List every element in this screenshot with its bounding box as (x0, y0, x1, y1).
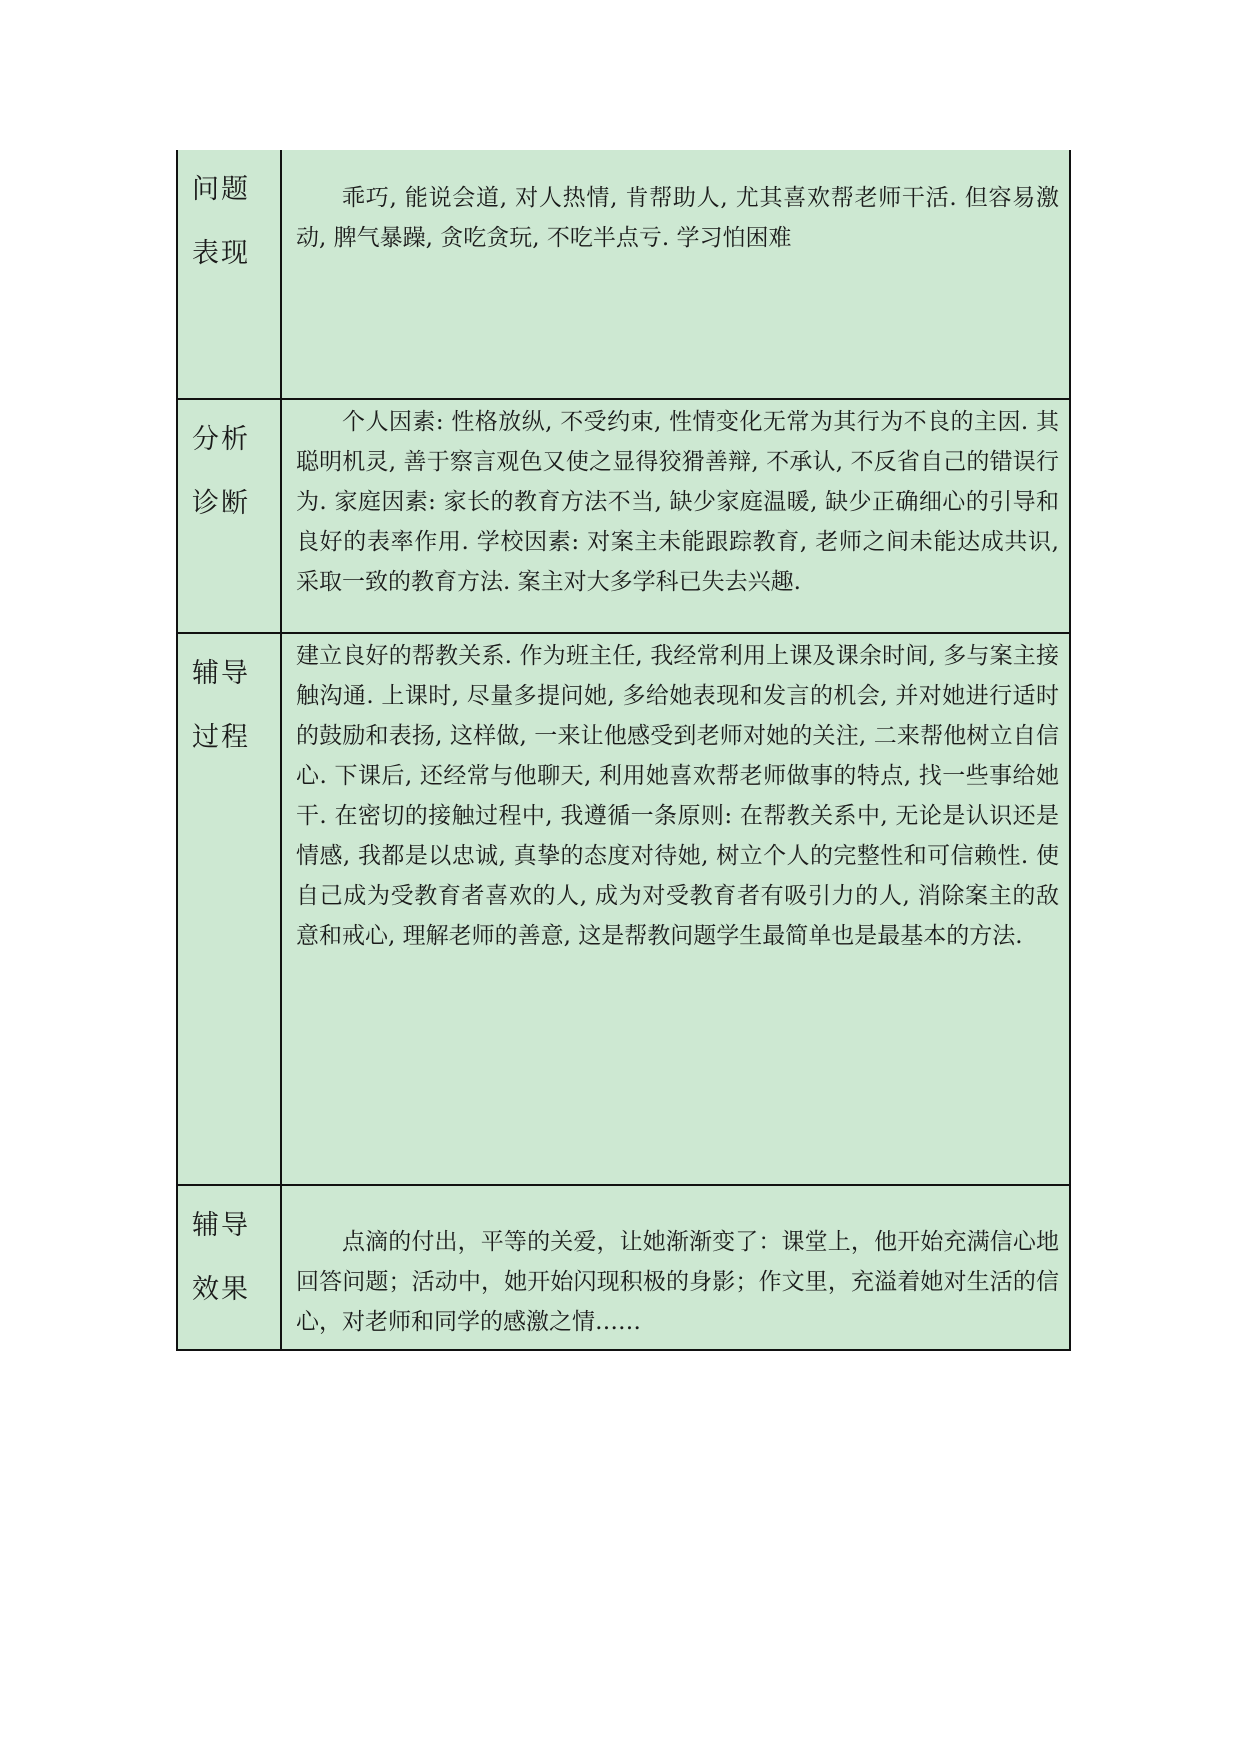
content-cell (281, 633, 1070, 1185)
table-row-result (177, 1185, 1070, 1350)
row-content: 乖巧, 能说会道, 对人热情, 肯帮助人, 尤其喜欢帮老师干活. 但容易激动, 脾气暴躁, 贪吃贪玩, 不吃半点亏. 学习怕困难 (296, 185, 1059, 251)
row-label (178, 634, 280, 770)
row-content: 建立良好的帮教关系. 作为班主任, 我经常利用上课及课余时间, 多与案主接触沟通. 上课时, 尽量多提问她, 多给她表现和发言的机会, 并对她进行适时的鼓励和表扬, 这样做, 一来让他感受到老师对她的关注, 二来帮他树立自信心. 下课后, 还经常与他聊天, 利用她喜欢帮老师做事的特点, 找一些事给她干. 在密切的接触过程中, 我遵循一条原则: 在帮教关系中, 无论是认识还是情感, 我都是以忠诚, 真挚的态度对待她, 树立个人的完整性和可信赖性. 使自己成为受教育者喜欢的人, 成为对受教育者有吸引力的人, 消除案主的敌意和戒心, 理解老师的善意, 这是帮教问题学生最简单也是最基本的方法. (296, 643, 1059, 949)
row-label-line: 辅导 (192, 658, 250, 689)
row-label-line: 分析 (192, 424, 250, 455)
row-label-line: 问题 (192, 174, 250, 205)
row-label-line: 效果 (192, 1274, 250, 1305)
row-label (178, 400, 280, 536)
row-label (178, 1186, 280, 1322)
row-label-line: 表现 (192, 238, 250, 269)
row-label-line: 诊断 (192, 488, 250, 519)
row-label-line: 过程 (192, 722, 250, 753)
table-row-problem (177, 150, 1070, 399)
label-cell (177, 1185, 281, 1350)
label-cell (177, 399, 281, 633)
content-cell (281, 1185, 1070, 1350)
table-row-process (177, 633, 1070, 1185)
row-label (178, 150, 280, 286)
record-table (176, 150, 1071, 1351)
row-content: 个人因素: 性格放纵, 不受约束, 性情变化无常为其行为不良的主因. 其聪明机灵, 善于察言观色又使之显得狡猾善辩, 不承认, 不反省自己的错误行为. 家庭因素: 家长的教育方法不当, 缺少家庭温暖, 缺少正确细心的引导和良好的表率作用. 学校因素: 对案主未能跟踪教育, 老师之间未能达成共识, 采取一致的教育方法. 案主对大多学科已失去兴趣. (296, 409, 1059, 595)
row-label-line: 辅导 (192, 1210, 250, 1241)
content-cell (281, 399, 1070, 633)
row-content: 点滴的付出，平等的关爱，让她渐渐变了：课堂上，他开始充满信心地回答问题；活动中，她开始闪现积极的身影；作文里，充溢着她对生活的信心，对老师和同学的感激之情…… (296, 1229, 1059, 1335)
table-row-analysis (177, 399, 1070, 633)
content-cell (281, 150, 1070, 399)
label-cell (177, 150, 281, 399)
label-cell (177, 633, 281, 1185)
